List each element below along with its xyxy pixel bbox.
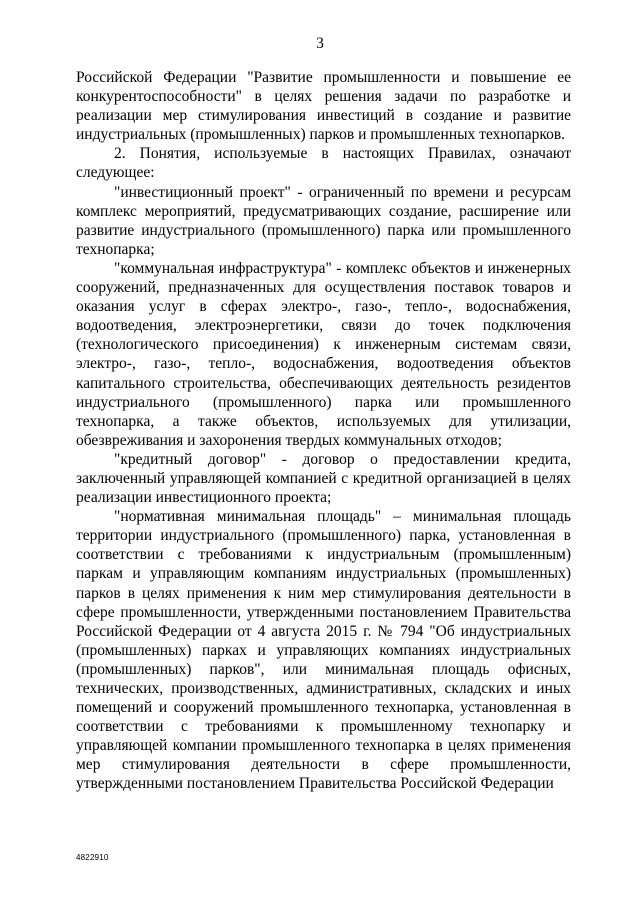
paragraph-credit-agreement: "кредитный договор" - договор о предоставлении кредита, заключенный управляющей компанией с кредитной организацией в целях реализации инвестиционного проекта; [76,450,571,507]
paragraph-minimum-area: "нормативная минимальная площадь" – минимальная площадь территории индустриального (промышленного) парка, установленная в соответствии с требованиями к индустриальным (промышленным) паркам и управляющим компаниям индустриальных (промышленных) парков в целях применения к ним мер стимулирования деятельности в сфере промышленности, утвержденными постановлением Правительства Российской Федерации от 4 августа 2015 г. № 794 "Об индустриальных (промышленных) парках и управляющих компаниях индустриальных (промышленных) парков", или минимальная площадь офисных, технических, производственных, административных, складских и иных помещений и сооружений промышленного технопарка, установленная в соответствии с требованиями к промышленному технопарку и управляющей компании промышленного технопарка в целях применения мер стимулирования деятельности в сфере промышленности, утвержденными постановлением Правительства Российской Федерации [76,508,571,793]
document-code: 4822910 [76,853,109,862]
document-body [76,68,571,794]
paragraph-communal-infrastructure: "коммунальная инфраструктура" - комплекс объектов и инженерных сооружений, предназначенных для осуществления поставок товаров и оказания услуг в сферах электро-, газо-, тепло-, водоснабжения, водоотведения, электроэнергетики, связи до точек подключения (технологического присоединения) к инженерным системам связи, электро-, газо-, тепло-, водоснабжения, водоотведения объектов капитального строительства, обеспечивающих деятельность резидентов индустриального (промышленного) парка или промышленного технопарка, а также объектов, используемых для утилизации, обезвреживания и захоронения твердых коммунальных отходов; [76,259,571,449]
paragraph-continuation: Российской Федерации "Развитие промышленности и повышение ее конкурентоспособности" в целях решения задачи по разработке и реализации мер стимулирования инвестиций в создание и развитие индустриальных (промышленных) парков и промышленных технопарков. [76,69,571,144]
page-number: 3 [316,35,324,52]
paragraph-investment-project: "инвестиционный проект" - ограниченный по времени и ресурсам комплекс мероприятий, предусматривающих создание, расширение или развитие индустриального (промышленного) парка или промышленного технопарка; [76,183,571,258]
paragraph-definitions-intro: 2. Понятия, используемые в настоящих Правилах, означают следующее: [76,145,571,182]
